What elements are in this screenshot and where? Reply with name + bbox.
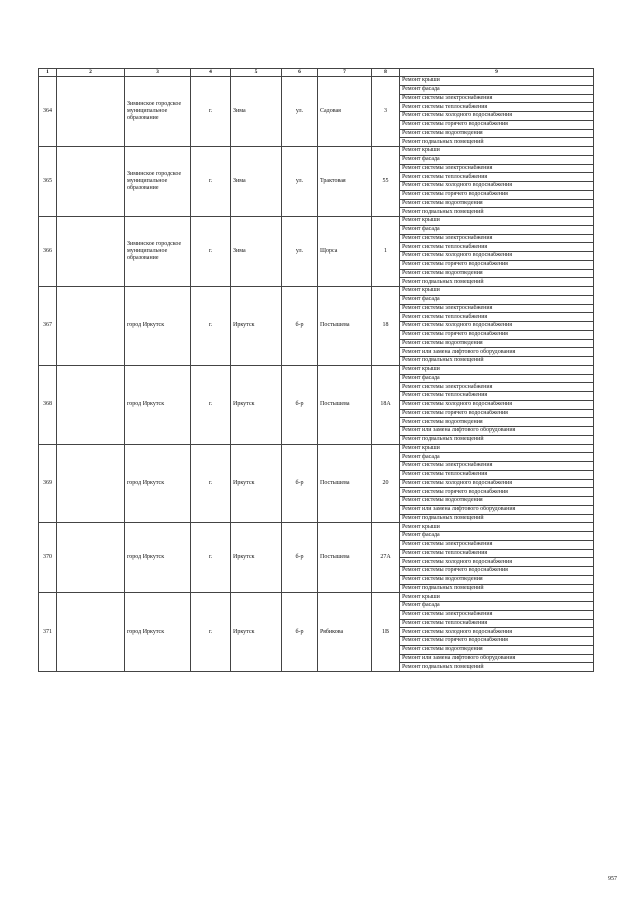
work-item: Ремонт подвальных помещений — [400, 435, 594, 444]
house-number: 1В — [372, 593, 400, 672]
municipality-name: Зиминское городское муниципальное образование — [125, 147, 191, 217]
work-item: Ремонт системы теплоснабжения — [400, 392, 594, 401]
page-number: 957 — [608, 876, 617, 882]
work-item: Ремонт крыши — [400, 444, 594, 453]
work-item: Ремонт системы горячего водоснабжения — [400, 409, 594, 418]
work-item: Ремонт системы теплоснабжения — [400, 243, 594, 252]
work-item: Ремонт системы холодного водоснабжения — [400, 322, 594, 331]
record-number: 364 — [39, 77, 57, 147]
table-row — [39, 444, 594, 453]
house-number: 3 — [372, 77, 400, 147]
locality-type: г. — [191, 593, 231, 672]
empty-cell — [57, 523, 125, 593]
locality-type: г. — [191, 287, 231, 366]
work-item: Ремонт фасада — [400, 532, 594, 541]
empty-cell — [57, 444, 125, 523]
table-row — [39, 287, 594, 296]
work-item: Ремонт подвальных помещений — [400, 514, 594, 523]
municipality-name: Зиминское городское муниципальное образование — [125, 77, 191, 147]
work-item: Ремонт системы теплоснабжения — [400, 103, 594, 112]
work-item: Ремонт крыши — [400, 217, 594, 226]
city-name: Зима — [231, 147, 282, 217]
work-item: Ремонт системы электроснабжения — [400, 540, 594, 549]
work-item: Ремонт крыши — [400, 77, 594, 86]
work-item: Ремонт системы электроснабжения — [400, 304, 594, 313]
street-name: Садовая — [318, 77, 372, 147]
work-item: Ремонт системы электроснабжения — [400, 94, 594, 103]
work-item: Ремонт системы горячего водоснабжения — [400, 260, 594, 269]
col-header-7: 7 — [318, 69, 372, 77]
street-type: б-р — [282, 444, 318, 523]
work-item: Ремонт системы водоотведения — [400, 339, 594, 348]
work-item: Ремонт системы холодного водоснабжения — [400, 558, 594, 567]
street-type: ул. — [282, 217, 318, 287]
work-item: Ремонт системы холодного водоснабжения — [400, 252, 594, 261]
work-item: Ремонт крыши — [400, 523, 594, 532]
locality-type: г. — [191, 77, 231, 147]
street-name: Рябикова — [318, 593, 372, 672]
house-number: 18 — [372, 287, 400, 366]
city-name: Иркутск — [231, 365, 282, 444]
work-item: Ремонт системы водоотведения — [400, 269, 594, 278]
work-item: Ремонт системы водоотведения — [400, 199, 594, 208]
work-item: Ремонт системы холодного водоснабжения — [400, 112, 594, 121]
empty-cell — [57, 287, 125, 366]
work-item: Ремонт системы холодного водоснабжения — [400, 628, 594, 637]
empty-cell — [57, 217, 125, 287]
street-name: Постышева — [318, 287, 372, 366]
record-number: 368 — [39, 365, 57, 444]
col-header-1: 1 — [39, 69, 57, 77]
municipality-name: Зиминское городское муниципальное образование — [125, 217, 191, 287]
city-name: Зима — [231, 217, 282, 287]
col-header-6: 6 — [282, 69, 318, 77]
work-item: Ремонт или замена лифтового оборудования — [400, 654, 594, 663]
locality-type: г. — [191, 523, 231, 593]
table-row — [39, 593, 594, 602]
street-type: б-р — [282, 287, 318, 366]
empty-cell — [57, 147, 125, 217]
table-row — [39, 147, 594, 156]
city-name: Иркутск — [231, 593, 282, 672]
work-item: Ремонт системы холодного водоснабжения — [400, 182, 594, 191]
col-header-8: 8 — [372, 69, 400, 77]
municipality-name: город Иркутск — [125, 444, 191, 523]
work-item: Ремонт фасада — [400, 85, 594, 94]
repair-register-table — [38, 68, 594, 672]
house-number: 55 — [372, 147, 400, 217]
locality-type: г. — [191, 444, 231, 523]
work-item: Ремонт фасада — [400, 453, 594, 462]
work-item: Ремонт фасада — [400, 602, 594, 611]
work-item: Ремонт системы горячего водоснабжения — [400, 637, 594, 646]
col-header-4: 4 — [191, 69, 231, 77]
work-item: Ремонт системы теплоснабжения — [400, 549, 594, 558]
work-item: Ремонт или замена лифтового оборудования — [400, 427, 594, 436]
work-item: Ремонт фасада — [400, 225, 594, 234]
work-item: Ремонт системы электроснабжения — [400, 164, 594, 173]
work-item: Ремонт подвальных помещений — [400, 208, 594, 217]
work-item: Ремонт фасада — [400, 295, 594, 304]
work-item: Ремонт крыши — [400, 593, 594, 602]
city-name: Иркутск — [231, 444, 282, 523]
col-header-9: 9 — [400, 69, 594, 77]
street-name: Постышева — [318, 523, 372, 593]
house-number: 20 — [372, 444, 400, 523]
work-item: Ремонт или замена лифтового оборудования — [400, 348, 594, 357]
street-name: Постышева — [318, 365, 372, 444]
street-name: Щорса — [318, 217, 372, 287]
col-header-3: 3 — [125, 69, 191, 77]
city-name: Иркутск — [231, 287, 282, 366]
work-item: Ремонт системы холодного водоснабжения — [400, 479, 594, 488]
work-item: Ремонт подвальных помещений — [400, 278, 594, 287]
work-item: Ремонт системы водоотведения — [400, 129, 594, 138]
work-item: Ремонт системы водоотведения — [400, 575, 594, 584]
record-number: 370 — [39, 523, 57, 593]
street-type: б-р — [282, 593, 318, 672]
record-number: 366 — [39, 217, 57, 287]
work-item: Ремонт системы холодного водоснабжения — [400, 400, 594, 409]
table-row — [39, 217, 594, 226]
street-name: Трактовая — [318, 147, 372, 217]
work-item: Ремонт системы теплоснабжения — [400, 173, 594, 182]
col-header-5: 5 — [231, 69, 282, 77]
work-item: Ремонт подвальных помещений — [400, 357, 594, 366]
column-number-row — [39, 69, 594, 77]
locality-type: г. — [191, 217, 231, 287]
empty-cell — [57, 77, 125, 147]
table-body — [39, 77, 594, 672]
col-header-2: 2 — [57, 69, 125, 77]
street-name: Постышева — [318, 444, 372, 523]
work-item: Ремонт подвальных помещений — [400, 663, 594, 672]
work-item: Ремонт системы горячего водоснабжения — [400, 330, 594, 339]
record-number: 369 — [39, 444, 57, 523]
work-item: Ремонт системы электроснабжения — [400, 383, 594, 392]
work-item: Ремонт системы горячего водоснабжения — [400, 190, 594, 199]
work-item: Ремонт фасада — [400, 155, 594, 164]
house-number: 18А — [372, 365, 400, 444]
house-number: 1 — [372, 217, 400, 287]
empty-cell — [57, 593, 125, 672]
work-item: Ремонт системы горячего водоснабжения — [400, 120, 594, 129]
work-item: Ремонт системы электроснабжения — [400, 234, 594, 243]
locality-type: г. — [191, 365, 231, 444]
work-item: Ремонт системы теплоснабжения — [400, 313, 594, 322]
work-item: Ремонт системы теплоснабжения — [400, 470, 594, 479]
municipality-name: город Иркутск — [125, 287, 191, 366]
work-item: Ремонт системы электроснабжения — [400, 462, 594, 471]
work-item: Ремонт подвальных помещений — [400, 138, 594, 147]
municipality-name: город Иркутск — [125, 523, 191, 593]
work-item: Ремонт системы водоотведения — [400, 418, 594, 427]
municipality-name: город Иркутск — [125, 365, 191, 444]
work-item: Ремонт системы горячего водоснабжения — [400, 488, 594, 497]
work-item: Ремонт подвальных помещений — [400, 584, 594, 593]
table-row — [39, 77, 594, 86]
work-item: Ремонт системы горячего водоснабжения — [400, 567, 594, 576]
work-item: Ремонт крыши — [400, 147, 594, 156]
empty-cell — [57, 365, 125, 444]
street-type: б-р — [282, 523, 318, 593]
record-number: 365 — [39, 147, 57, 217]
record-number: 367 — [39, 287, 57, 366]
house-number: 27А — [372, 523, 400, 593]
work-item: Ремонт системы водоотведения — [400, 497, 594, 506]
work-item: Ремонт системы электроснабжения — [400, 610, 594, 619]
table-row — [39, 523, 594, 532]
municipality-name: город Иркутск — [125, 593, 191, 672]
work-item: Ремонт крыши — [400, 287, 594, 296]
locality-type: г. — [191, 147, 231, 217]
work-item: Ремонт крыши — [400, 365, 594, 374]
street-type: ул. — [282, 77, 318, 147]
city-name: Зима — [231, 77, 282, 147]
work-item: Ремонт системы водоотведения — [400, 645, 594, 654]
work-item: Ремонт или замена лифтового оборудования — [400, 505, 594, 514]
table-row — [39, 365, 594, 374]
work-item: Ремонт фасада — [400, 374, 594, 383]
record-number: 371 — [39, 593, 57, 672]
street-type: б-р — [282, 365, 318, 444]
city-name: Иркутск — [231, 523, 282, 593]
work-item: Ремонт системы теплоснабжения — [400, 619, 594, 628]
street-type: ул. — [282, 147, 318, 217]
